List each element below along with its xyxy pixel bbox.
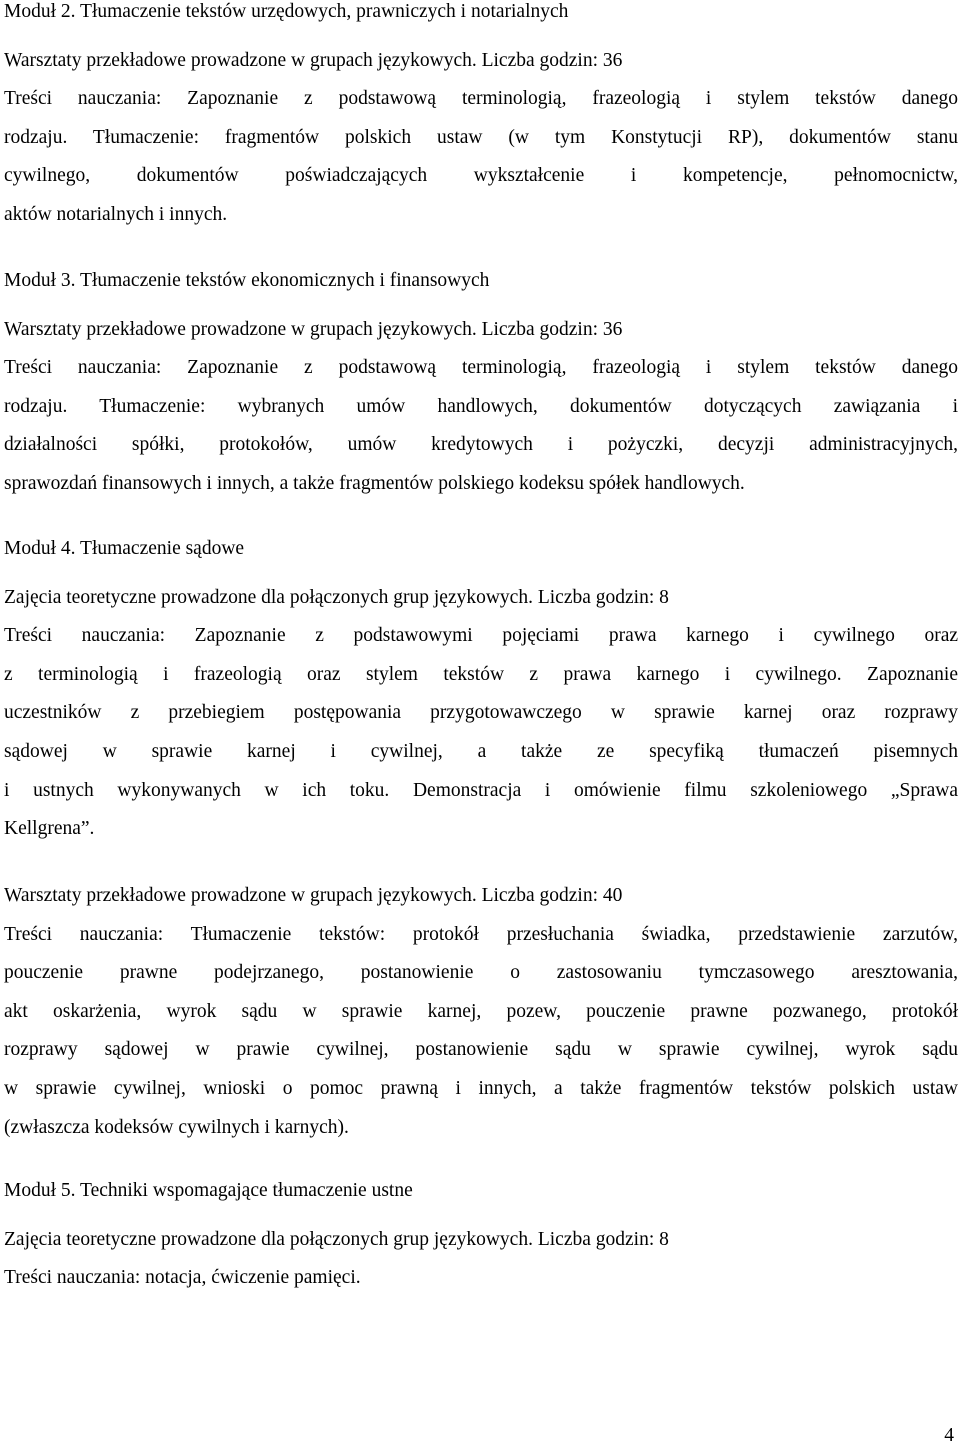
text-line: Warsztaty przekładowe prowadzone w grupach językowych. Liczba godzin: 40 [4,885,623,906]
text-line: (zwłaszcza kodeksów cywilnych i karnych). [4,1116,349,1138]
text-line: działalności spółki, protokołów, umów kredytowych i pożyczki, decyzji administracyjnych, [4,434,958,456]
text-line: aktów notarialnych i innych. [4,203,228,225]
text-line: rodzaju. Tłumaczenie: wybranych umów handlowych, dokumentów dotyczących zawiązania i [4,395,958,417]
module-5-block-1 [4,1221,669,1298]
text-line: sądowej w sprawie karnej i cywilnej, a także ze specyfiką tłumaczeń pisemnych [4,740,958,762]
text-line: Treści nauczania: notacja, ćwiczenie pamięci. [4,1267,361,1289]
module-5-section [4,1172,669,1298]
text-line: uczestników z przebiegiem postępowania przygotowawczego w sprawie karnej oraz rozprawy [4,702,958,724]
module-4-block-1 [4,579,958,849]
text-line: Kellgrena”. [4,818,95,840]
page-number: 4 [944,1425,954,1446]
text-line: Warsztaty przekładowe prowadzone w grupach językowych. Liczba godzin: 36 [4,318,623,340]
text-line: rozprawy sądowej w prawie cywilnej, postanowienie sądu w sprawie cywilnej, wyrok sądu [4,1039,958,1061]
module-2-heading: Moduł 2. Tłumaczenie tekstów urzędowych, prawniczych i notarialnych [4,1,569,22]
text-line: w sprawie cywilnej, wnioski o pomoc prawną i innych, a także fragmentów tekstów polskich ustaw [4,1077,958,1099]
text-line: rodzaju. Tłumaczenie: fragmentów polskich ustaw (w tym Konstytucji RP), dokumentów stanu [4,126,958,148]
text-line: pouczenie prawne podejrzanego, postanowienie o zastosowaniu tymczasowego aresztowania, [4,962,958,984]
module-4-workshops-block [4,877,958,1147]
module-3-section [4,262,958,504]
module-4-heading: Moduł 4. Tłumaczenie sądowe [4,538,245,559]
module-5-heading: Moduł 5. Techniki wspomagające tłumaczenie ustne [4,1180,413,1201]
module-4-section [4,530,958,849]
text-line: Zajęcia teoretyczne prowadzone dla połączonych grup językowych. Liczba godzin: 8 [4,1228,669,1250]
text-line: Treści nauczania: Zapoznanie z podstawową terminologią, frazeologią i stylem tekstów danego [4,357,958,379]
text-line: Warsztaty przekładowe prowadzone w grupach językowych. Liczba godzin: 36 [4,49,623,71]
text-line: Treści nauczania: Tłumaczenie tekstów: protokół przesłuchania świadka, przedstawienie zarzutów, [4,923,958,945]
text-line: cywilnego, dokumentów poświadczających wykształcenie i kompetencje, pełnomocnictw, [4,165,958,187]
text-line: Zajęcia teoretyczne prowadzone dla połączonych grup językowych. Liczba godzin: 8 [4,586,669,608]
module-2-section [4,0,958,235]
text-line: sprawozdań finansowych i innych, a także fragmentów polskiego kodeksu spółek handlowych. [4,472,745,494]
module-2-block-1 [4,42,958,235]
module-3-block-1 [4,311,958,504]
text-line: Treści nauczania: Zapoznanie z podstawowymi pojęciami prawa karnego i cywilnego oraz [4,625,958,647]
text-line: akt oskarżenia, wyrok sądu w sprawie karnej, pozew, pouczenie prawne pozwanego, protokół [4,1000,958,1022]
text-line: z terminologią i frazeologią oraz stylem tekstów z prawa karnego i cywilnego. Zapoznanie [4,663,958,685]
module-3-heading: Moduł 3. Tłumaczenie tekstów ekonomicznych i finansowych [4,270,490,291]
text-line: i ustnych wykonywanych w ich toku. Demonstracja i omówienie filmu szkoleniowego „Sprawa [4,779,958,801]
text-line: Treści nauczania: Zapoznanie z podstawową terminologią, frazeologią i stylem tekstów danego [4,88,958,110]
